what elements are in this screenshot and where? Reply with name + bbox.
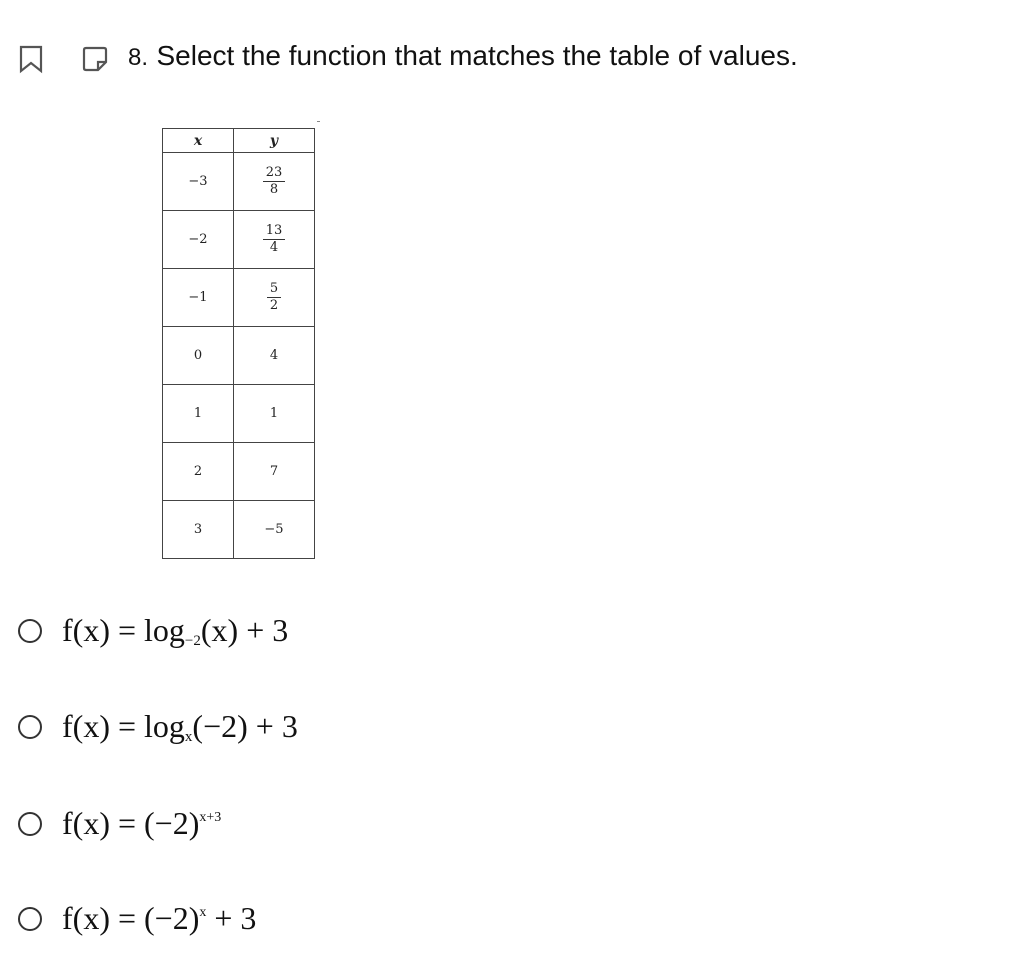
- fraction-numerator: 5: [267, 281, 281, 298]
- option-b-formula: [62, 708, 298, 745]
- question-text: Select the function that matches the table of values.: [156, 40, 798, 71]
- x-cell: 0: [163, 327, 234, 385]
- radio-button-b[interactable]: [18, 715, 42, 739]
- option-b-subscript: x: [184, 729, 193, 745]
- table-corner-mark: [317, 121, 320, 122]
- option-a-subscript: −2: [184, 633, 201, 649]
- y-cell: 4: [234, 327, 315, 385]
- x-cell: 1: [163, 385, 234, 443]
- radio-button-d[interactable]: [18, 907, 42, 931]
- option-c-formula: [62, 805, 221, 842]
- y-cell: [234, 269, 315, 327]
- fraction-denominator: 2: [269, 298, 279, 313]
- x-cell: 3: [163, 501, 234, 559]
- y-cell: −5: [234, 501, 315, 559]
- fraction-numerator: 23: [263, 165, 286, 182]
- bookmark-icon[interactable]: [18, 44, 44, 74]
- column-header-y: y: [234, 129, 315, 153]
- option-a-lhs: f(x) = log: [62, 612, 185, 648]
- y-cell: [234, 211, 315, 269]
- y-cell: 1: [234, 385, 315, 443]
- fraction-denominator: 4: [269, 240, 279, 255]
- table-row: [163, 327, 315, 385]
- answer-option-b[interactable]: [18, 708, 298, 745]
- option-d-rhs: + 3: [206, 900, 257, 936]
- y-cell: 7: [234, 443, 315, 501]
- option-a-formula: [62, 612, 288, 649]
- option-d-lhs: f(x) = (−2): [62, 900, 200, 936]
- table-row: [163, 443, 315, 501]
- answer-option-d[interactable]: [18, 900, 256, 937]
- table-row: [163, 211, 315, 269]
- option-c-lhs: f(x) = (−2): [62, 805, 200, 841]
- option-c-exponent: x+3: [199, 810, 222, 825]
- y-fraction: [263, 165, 286, 198]
- table-row: [163, 501, 315, 559]
- option-d-formula: [62, 900, 256, 937]
- option-b-rhs: (−2) + 3: [192, 708, 298, 744]
- column-header-x: x: [163, 129, 234, 153]
- question-number: 8.: [128, 44, 149, 71]
- table-header-row: [163, 129, 315, 153]
- option-b-lhs: f(x) = log: [62, 708, 185, 744]
- x-cell: 2: [163, 443, 234, 501]
- table-row: [163, 385, 315, 443]
- fraction-numerator: 13: [263, 223, 286, 240]
- radio-button-c[interactable]: [18, 812, 42, 836]
- x-cell: −1: [163, 269, 234, 327]
- fraction-denominator: 8: [269, 182, 279, 197]
- answer-option-c[interactable]: [18, 805, 221, 842]
- option-d-exponent: x: [199, 905, 207, 920]
- table-row: [163, 269, 315, 327]
- x-cell: −3: [163, 153, 234, 211]
- answer-option-a[interactable]: [18, 612, 288, 649]
- radio-button-a[interactable]: [18, 619, 42, 643]
- y-fraction: [267, 281, 281, 314]
- y-fraction: [263, 223, 286, 256]
- table-row: [163, 153, 315, 211]
- option-a-rhs: (x) + 3: [200, 612, 289, 648]
- note-icon[interactable]: [81, 45, 109, 73]
- y-cell: [234, 153, 315, 211]
- values-table: [162, 128, 315, 559]
- question-header: [128, 38, 798, 79]
- x-cell: −2: [163, 211, 234, 269]
